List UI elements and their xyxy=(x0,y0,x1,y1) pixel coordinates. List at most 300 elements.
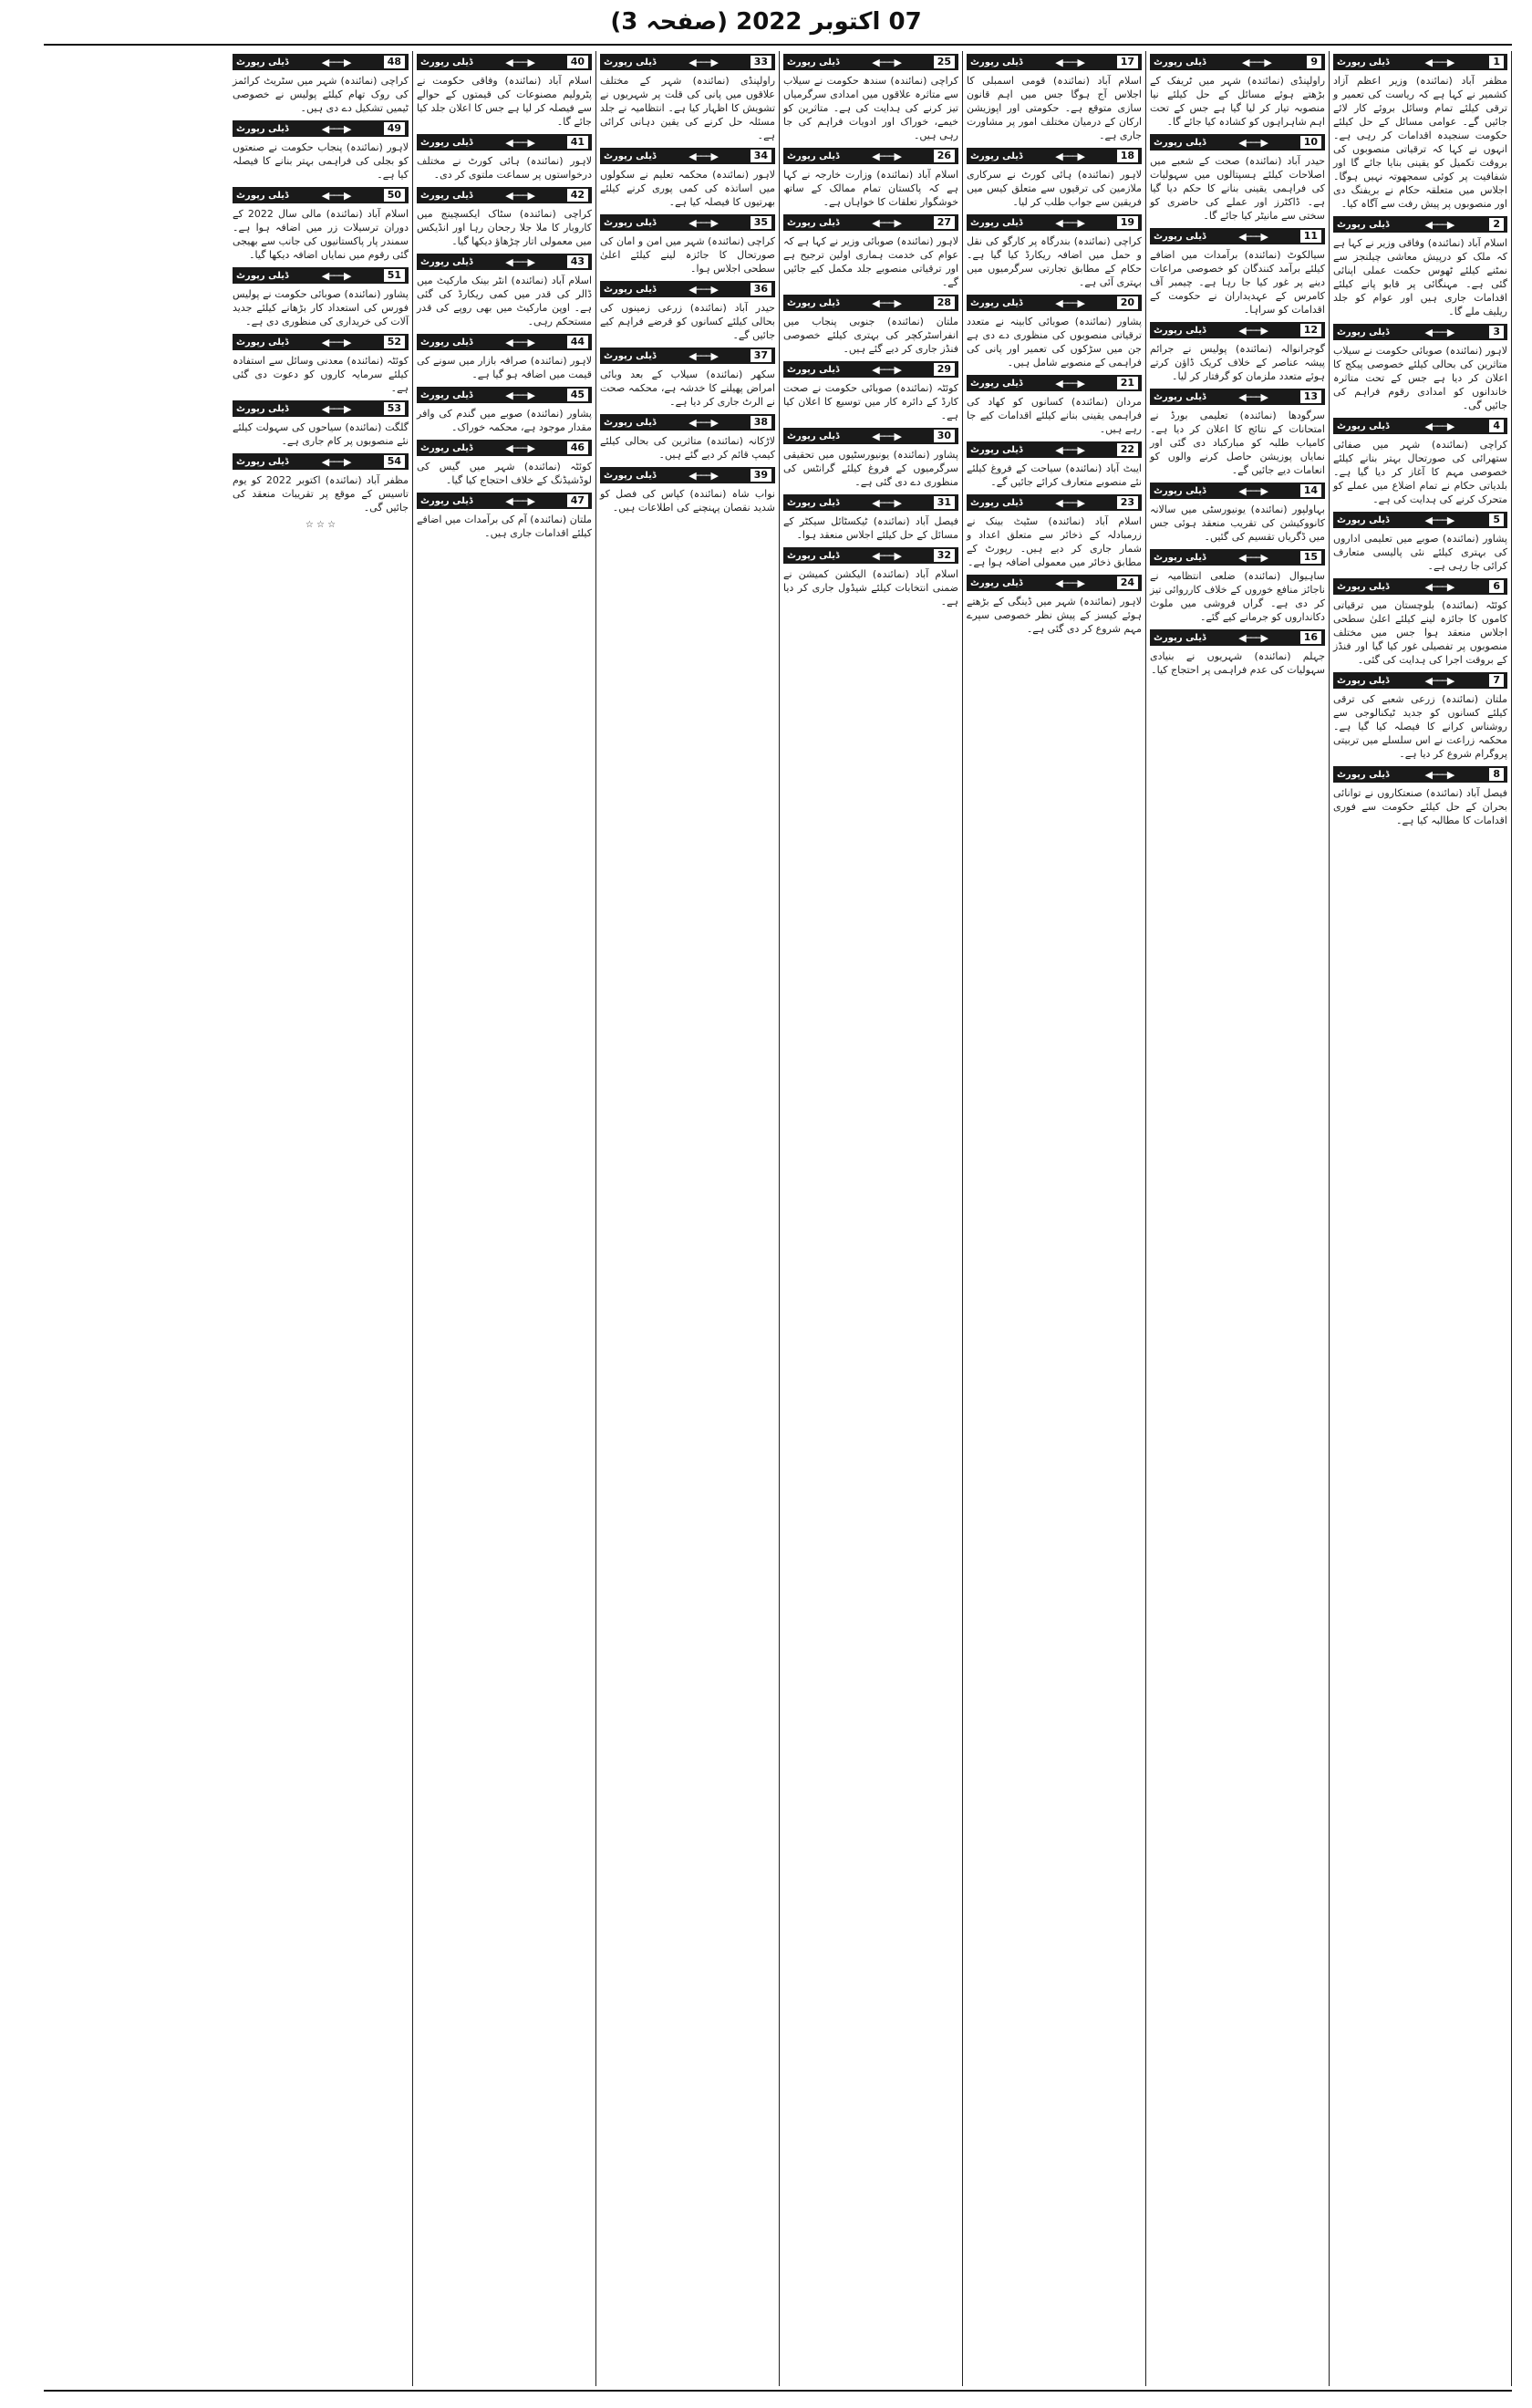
news-item xyxy=(1150,322,1325,383)
double-arrow-icon: ◀───▶ xyxy=(872,296,901,309)
news-item xyxy=(417,54,592,129)
double-arrow-icon: ◀───▶ xyxy=(321,402,351,415)
news-text: اسلام آباد (نمائندہ) مالی سال 2022 کے دوران ترسیلات زر میں اضافہ ہوا ہے۔ سمندر پار پاکستانیوں کی جانب سے بھیجی گئی رقوم میں نمایاں اضافہ دیکھا گیا۔ xyxy=(233,208,409,261)
item-number: 20 xyxy=(1117,296,1138,309)
double-arrow-icon: ◀───▶ xyxy=(688,349,718,362)
news-item xyxy=(233,400,409,448)
news-item xyxy=(783,295,958,356)
news-text: پشاور (نمائندہ) صوبائی کابینہ نے متعدد ترقیاتی منصوبوں کی منظوری دے دی ہے جن میں سڑکوں کی تعمیر اور پانی کی فراہمی کے منصوبے شامل ہیں۔ xyxy=(967,316,1142,368)
double-arrow-icon: ◀───▶ xyxy=(1055,377,1084,389)
item-number-badge xyxy=(600,148,775,164)
news-item xyxy=(1333,216,1507,318)
dateline-label: ڈیلی رپورٹ xyxy=(787,364,840,375)
dateline-label: ڈیلی رپورٹ xyxy=(1154,485,1206,496)
double-arrow-icon: ◀───▶ xyxy=(321,56,351,68)
item-number-badge xyxy=(233,54,409,70)
news-item xyxy=(417,134,592,182)
news-text: ایبٹ آباد (نمائندہ) سیاحت کے فروغ کیلئے نئے منصوبے متعارف کرائے جائیں گے۔ xyxy=(967,462,1142,488)
item-number-badge xyxy=(600,414,775,431)
dateline-label: ڈیلی رپورٹ xyxy=(970,57,1023,67)
news-text: لاہور (نمائندہ) ہائی کورٹ نے سرکاری ملازمین کی ترقیوں سے متعلق کیس میں فریقین سے جواب طلب کر لیا۔ xyxy=(967,169,1142,208)
news-text: پشاور (نمائندہ) یونیورسٹیوں میں تحقیقی سرگرمیوں کے فروغ کیلئے گرانٹس کی منظوری دے دی گئی ہے۔ xyxy=(783,449,958,488)
news-item xyxy=(233,187,409,262)
double-arrow-icon: ◀───▶ xyxy=(688,150,718,162)
double-arrow-icon: ◀───▶ xyxy=(1242,56,1271,68)
news-item xyxy=(1333,418,1507,506)
item-number: 14 xyxy=(1300,484,1321,497)
end-stars: ☆ ☆ ☆ xyxy=(305,520,336,530)
item-number-badge xyxy=(967,575,1142,591)
item-number: 3 xyxy=(1489,326,1504,338)
double-arrow-icon: ◀───▶ xyxy=(688,283,718,296)
item-number: 18 xyxy=(1117,150,1138,162)
dateline-label: ڈیلی رپورٹ xyxy=(970,297,1023,308)
dateline-label: ڈیلی رپورٹ xyxy=(1154,552,1206,563)
double-arrow-icon: ◀───▶ xyxy=(1424,420,1454,432)
item-number-badge xyxy=(783,428,958,444)
item-number: 1 xyxy=(1489,56,1504,68)
item-number-badge xyxy=(967,295,1142,311)
dateline-label: ڈیلی رپورٹ xyxy=(420,337,473,348)
news-text: راولپنڈی (نمائندہ) شہر کے مختلف علاقوں میں پانی کی قلت پر شہریوں نے تشویش کا اظہار کیا ہے۔ انتظامیہ نے جلد مسئلہ حل کرنے کی یقین دہانی کرائی ہے۔ xyxy=(600,75,775,141)
double-arrow-icon: ◀───▶ xyxy=(872,430,901,442)
item-number: 17 xyxy=(1117,56,1138,68)
dateline-label: ڈیلی رپورٹ xyxy=(970,378,1023,389)
dateline-label: ڈیلی رپورٹ xyxy=(604,350,657,361)
news-item xyxy=(600,148,775,209)
news-text: لاہور (نمائندہ) شہر میں ڈینگی کے بڑھتے ہوئے کیسز کے پیش نظر خصوصی سپرے مہم شروع کر دی گئی ہے۔ xyxy=(967,596,1142,635)
item-number-badge xyxy=(967,148,1142,164)
item-number: 28 xyxy=(934,296,955,309)
news-text: لاڑکانہ (نمائندہ) متاثرین کی بحالی کیلئے کیمپ قائم کر دیے گئے ہیں۔ xyxy=(600,435,775,461)
dateline-label: ڈیلی رپورٹ xyxy=(970,577,1023,588)
double-arrow-icon: ◀───▶ xyxy=(321,455,351,468)
news-text: جہلم (نمائندہ) شہریوں نے بنیادی سہولیات کی عدم فراہمی پر احتجاج کیا۔ xyxy=(1150,650,1325,676)
dateline-label: ڈیلی رپورٹ xyxy=(1337,420,1390,431)
news-text: اسلام آباد (نمائندہ) سٹیٹ بینک نے زرمبادلہ کے ذخائر سے متعلق اعداد و شمار جاری کر دیے ہیں۔ رپورٹ کے مطابق ذخائر میں معمولی اضافہ ہوا ہے۔ xyxy=(967,515,1142,568)
item-number-badge xyxy=(783,494,958,511)
news-column xyxy=(962,51,1145,2386)
news-item xyxy=(967,54,1142,142)
item-number: 50 xyxy=(384,189,405,202)
news-text: کوئٹہ (نمائندہ) صوبائی حکومت نے صحت کارڈ کے دائرہ کار میں توسیع کا اعلان کیا ہے۔ xyxy=(783,382,958,421)
news-text: گلگت (نمائندہ) سیاحوں کی سہولت کیلئے نئے منصوبوں پر کام جاری ہے۔ xyxy=(233,421,409,447)
dateline-label: ڈیلی رپورٹ xyxy=(236,403,289,414)
news-item xyxy=(233,120,409,182)
dateline-label: ڈیلی رپورٹ xyxy=(970,150,1023,161)
item-number-badge xyxy=(1333,766,1507,783)
dateline-label: ڈیلی رپورٹ xyxy=(787,297,840,308)
news-item xyxy=(967,214,1142,289)
item-number: 12 xyxy=(1300,324,1321,337)
item-number-badge xyxy=(1150,54,1325,70)
double-arrow-icon: ◀───▶ xyxy=(1238,136,1268,149)
dateline-label: ڈیلی رپورٹ xyxy=(236,57,289,67)
item-number-badge xyxy=(1333,418,1507,434)
dateline-label: ڈیلی رپورٹ xyxy=(604,284,657,295)
news-item xyxy=(417,440,592,487)
item-number-badge xyxy=(967,54,1142,70)
double-arrow-icon: ◀───▶ xyxy=(1424,674,1454,687)
news-text: سرگودھا (نمائندہ) تعلیمی بورڈ نے امتحانات کے نتائج کا اعلان کر دیا ہے۔ کامیاب طلبہ کو مبارکباد دی گئی اور نمایاں پوزیشن حاصل کرنے والوں کو انعامات دیے جائیں گے۔ xyxy=(1150,410,1325,476)
double-arrow-icon: ◀───▶ xyxy=(872,549,901,562)
news-text: کوئٹہ (نمائندہ) بلوچستان میں ترقیاتی کاموں کا جائزہ لینے کیلئے اعلیٰ سطحی اجلاس منعقد ہوا جس میں مختلف منصوبوں پر تفصیلی غور کیا گیا اور فنڈز کے بروقت اجرا کی ہدایت کی گئی۔ xyxy=(1333,599,1507,666)
dateline-label: ڈیلی رپورٹ xyxy=(1154,231,1206,242)
news-text: لاہور (نمائندہ) صوبائی وزیر نے کہا ہے کہ عوام کی خدمت ہماری اولین ترجیح ہے اور ترقیاتی منصوبے جلد مکمل کیے جائیں گے۔ xyxy=(783,235,958,288)
item-number: 27 xyxy=(934,216,955,229)
item-number: 15 xyxy=(1300,551,1321,564)
dateline-label: ڈیلی رپورٹ xyxy=(1337,327,1390,337)
item-number: 25 xyxy=(934,56,955,68)
dateline-label: ڈیلی رپورٹ xyxy=(604,150,657,161)
double-arrow-icon: ◀───▶ xyxy=(1055,296,1084,309)
news-item xyxy=(783,494,958,542)
dateline-label: ڈیلی رپورٹ xyxy=(970,497,1023,508)
item-number-badge xyxy=(417,493,592,509)
news-item xyxy=(1150,54,1325,129)
item-number: 41 xyxy=(567,136,588,149)
item-number-badge xyxy=(783,547,958,564)
item-number: 13 xyxy=(1300,390,1321,403)
news-item xyxy=(967,494,1142,569)
news-text: راولپنڈی (نمائندہ) شہر میں ٹریفک کے بڑھتے ہوئے مسائل کے حل کیلئے نیا منصوبہ تیار کر لیا گیا ہے جس کے تحت اہم شاہراہوں کو کشادہ کیا جائے گا۔ xyxy=(1150,75,1325,128)
item-number-badge xyxy=(417,134,592,150)
item-number-badge xyxy=(1150,228,1325,244)
item-number: 46 xyxy=(567,441,588,454)
item-number-badge xyxy=(1150,322,1325,338)
double-arrow-icon: ◀───▶ xyxy=(1238,324,1268,337)
news-text: کراچی (نمائندہ) شہر میں صفائی ستھرائی کی صورتحال بہتر بنانے کیلئے خصوصی مہم کا آغاز کر دیا گیا ہے۔ بلدیاتی حکام نے تمام اضلاع میں عملے کو متحرک کرنے کی ہدایت کی ہے۔ xyxy=(1333,439,1507,505)
dateline-label: ڈیلی رپورٹ xyxy=(787,431,840,441)
item-number: 23 xyxy=(1117,496,1138,509)
dateline-label: ڈیلی رپورٹ xyxy=(1337,675,1390,686)
news-item xyxy=(233,267,409,328)
item-number: 19 xyxy=(1117,216,1138,229)
double-arrow-icon: ◀───▶ xyxy=(688,416,718,429)
dateline-label: ڈیلی رپورٹ xyxy=(787,550,840,561)
dateline-label: ڈیلی رپورٹ xyxy=(1154,391,1206,402)
news-item xyxy=(1150,228,1325,317)
item-number: 53 xyxy=(384,402,405,415)
news-column xyxy=(229,51,412,2386)
double-arrow-icon: ◀───▶ xyxy=(872,150,901,162)
news-text: لاہور (نمائندہ) محکمہ تعلیم نے سکولوں میں اساتذہ کی کمی پوری کرنے کیلئے بھرتیوں کا فیصلہ کیا ہے۔ xyxy=(600,169,775,208)
item-number-badge xyxy=(417,187,592,203)
news-text: لاہور (نمائندہ) ہائی کورٹ نے مختلف درخواستوں پر سماعت ملتوی کر دی۔ xyxy=(417,155,592,181)
double-arrow-icon: ◀───▶ xyxy=(1055,443,1084,456)
item-number-badge xyxy=(967,494,1142,511)
item-number: 52 xyxy=(384,336,405,348)
news-item xyxy=(600,348,775,409)
double-arrow-icon: ◀───▶ xyxy=(321,189,351,202)
newspaper-page xyxy=(44,51,1512,2386)
dateline-label: ڈیلی رپورٹ xyxy=(1154,632,1206,643)
dateline-label: ڈیلی رپورٹ xyxy=(604,470,657,481)
item-number-badge xyxy=(1150,483,1325,499)
item-number-badge xyxy=(233,334,409,350)
news-text: ملتان (نمائندہ) جنوبی پنجاب میں انفراسٹرکچر کی بہتری کیلئے خصوصی فنڈز جاری کر دیے گئے ہیں۔ xyxy=(783,316,958,355)
dateline-label: ڈیلی رپورٹ xyxy=(1337,514,1390,525)
news-item xyxy=(600,214,775,275)
double-arrow-icon: ◀───▶ xyxy=(505,136,534,149)
news-item xyxy=(783,547,958,608)
double-arrow-icon: ◀───▶ xyxy=(505,336,534,348)
item-number: 34 xyxy=(750,150,771,162)
news-item xyxy=(417,493,592,540)
item-number: 44 xyxy=(567,336,588,348)
dateline-label: ڈیلی رپورٹ xyxy=(1337,57,1390,67)
double-arrow-icon: ◀───▶ xyxy=(1238,390,1268,403)
dateline-label: ڈیلی رپورٹ xyxy=(1154,325,1206,336)
news-text: فیصل آباد (نمائندہ) صنعتکاروں نے توانائی بحران کے حل کیلئے حکومت سے فوری اقدامات کا مطالبہ کیا ہے۔ xyxy=(1333,787,1507,826)
dateline-label: ڈیلی رپورٹ xyxy=(236,123,289,134)
news-text: بہاولپور (نمائندہ) یونیورسٹی میں سالانہ کانووکیشن کی تقریب منعقد ہوئی جس میں ڈگریاں تقسیم کی گئیں۔ xyxy=(1150,503,1325,543)
item-number-badge xyxy=(600,281,775,297)
double-arrow-icon: ◀───▶ xyxy=(321,269,351,282)
dateline-label: ڈیلی رپورٹ xyxy=(236,337,289,348)
news-item xyxy=(1150,389,1325,477)
dateline-label: ڈیلی رپورٹ xyxy=(787,150,840,161)
double-arrow-icon: ◀───▶ xyxy=(1055,576,1084,589)
news-text: اسلام آباد (نمائندہ) وفاقی حکومت نے پٹرولیم مصنوعات کی قیمتوں کے حوالے سے فیصلہ کر لیا ہے جس کا اعلان جلد کیا جائے گا۔ xyxy=(417,75,592,128)
dateline-label: ڈیلی رپورٹ xyxy=(420,137,473,148)
news-text: ملتان (نمائندہ) آم کی برآمدات میں اضافے کیلئے اقدامات جاری ہیں۔ xyxy=(417,514,592,539)
item-number: 6 xyxy=(1489,580,1504,593)
news-text: مردان (نمائندہ) کسانوں کو کھاد کی فراہمی یقینی بنانے کیلئے اقدامات کیے جا رہے ہیں۔ xyxy=(967,396,1142,435)
news-item xyxy=(1333,54,1507,211)
news-item xyxy=(783,361,958,422)
double-arrow-icon: ◀───▶ xyxy=(321,122,351,135)
item-number: 47 xyxy=(567,494,588,507)
dateline-label: ڈیلی رپورٹ xyxy=(236,190,289,201)
double-arrow-icon: ◀───▶ xyxy=(1055,496,1084,509)
news-item xyxy=(967,295,1142,369)
news-item xyxy=(600,281,775,342)
news-text: ساہیوال (نمائندہ) ضلعی انتظامیہ نے ناجائز منافع خوروں کے خلاف کارروائی تیز کر دی ہے۔ گراں فروشی میں ملوث دکانداروں کو جرمانے کیے گئے۔ xyxy=(1150,570,1325,623)
news-text: اسلام آباد (نمائندہ) انٹر بینک مارکیٹ میں ڈالر کی قدر میں کمی ریکارڈ کی گئی ہے۔ اوپن مارکیٹ میں بھی روپے کی قدر مستحکم رہی۔ xyxy=(417,275,592,327)
news-text: اسلام آباد (نمائندہ) وفاقی وزیر نے کہا ہے کہ ملک کو درپیش معاشی چیلنجز سے نمٹنے کیلئے ٹھوس حکمت عملی اپنائی گئی ہے۔ مہنگائی پر قابو پانے کیلئے اقدامات جاری ہیں اور عوام کو جلد ریلیف ملے گا۔ xyxy=(1333,237,1507,317)
item-number-badge xyxy=(233,400,409,417)
news-text: پشاور (نمائندہ) صوبے میں تعلیمی اداروں کی بہتری کیلئے نئی پالیسی متعارف کرائی جا رہی ہے۔ xyxy=(1333,533,1507,572)
item-number: 35 xyxy=(750,216,771,229)
item-number: 22 xyxy=(1117,443,1138,456)
item-number: 24 xyxy=(1117,576,1138,589)
item-number-badge xyxy=(1333,216,1507,233)
double-arrow-icon: ◀───▶ xyxy=(688,216,718,229)
dateline-label: ڈیلی رپورٹ xyxy=(420,442,473,453)
item-number: 54 xyxy=(384,455,405,468)
double-arrow-icon: ◀───▶ xyxy=(1055,150,1084,162)
double-arrow-icon: ◀───▶ xyxy=(505,441,534,454)
dateline-label: ڈیلی رپورٹ xyxy=(420,190,473,201)
item-number: 42 xyxy=(567,189,588,202)
double-arrow-icon: ◀───▶ xyxy=(1238,484,1268,497)
item-number: 36 xyxy=(750,283,771,296)
item-number: 33 xyxy=(750,56,771,68)
news-text: کوئٹہ (نمائندہ) معدنی وسائل سے استفادہ کیلئے سرمایہ کاروں کو دعوت دی گئی ہے۔ xyxy=(233,355,409,394)
double-arrow-icon: ◀───▶ xyxy=(1238,631,1268,644)
item-number-badge xyxy=(417,334,592,350)
dateline-label: ڈیلی رپورٹ xyxy=(236,456,289,467)
item-number-badge xyxy=(1333,578,1507,595)
double-arrow-icon: ◀───▶ xyxy=(1055,56,1084,68)
page-header xyxy=(0,0,1532,44)
news-text: کوئٹہ (نمائندہ) شہر میں گیس کی لوڈشیڈنگ کے خلاف احتجاج کیا گیا۔ xyxy=(417,461,592,486)
dateline-label: ڈیلی رپورٹ xyxy=(420,495,473,506)
news-item xyxy=(417,387,592,434)
item-number-badge xyxy=(1150,134,1325,150)
news-item xyxy=(600,467,775,514)
dateline-label: ڈیلی رپورٹ xyxy=(787,57,840,67)
item-number-badge xyxy=(600,214,775,231)
news-text: لاہور (نمائندہ) صوبائی حکومت نے سیلاب متاثرین کی بحالی کیلئے خصوصی پیکج کا اعلان کر دیا ہے جس کے تحت متاثرہ خاندانوں کو امدادی رقوم فراہم کی جائیں گی۔ xyxy=(1333,345,1507,411)
item-number-badge xyxy=(600,467,775,483)
item-number-badge xyxy=(783,54,958,70)
item-number: 11 xyxy=(1300,230,1321,243)
news-item xyxy=(1150,483,1325,544)
news-text: پشاور (نمائندہ) صوبائی حکومت نے پولیس فورس کی استعداد کار بڑھانے کیلئے جدید آلات کی خریداری کی منظوری دی ہے۔ xyxy=(233,288,409,327)
news-item xyxy=(1333,578,1507,667)
item-number-badge xyxy=(1333,512,1507,528)
item-number-badge xyxy=(417,254,592,270)
double-arrow-icon: ◀───▶ xyxy=(1238,230,1268,243)
news-item xyxy=(783,54,958,142)
item-number-badge xyxy=(783,295,958,311)
news-text: مظفر آباد (نمائندہ) اکتوبر 2022 کو یوم تاسیس کے موقع پر تقریبات منعقد کی جائیں گی۔ xyxy=(233,474,409,514)
news-column xyxy=(595,51,779,2386)
item-number-badge xyxy=(1333,54,1507,70)
double-arrow-icon: ◀───▶ xyxy=(872,56,901,68)
dateline-label: ڈیلی رپورٹ xyxy=(604,57,657,67)
dateline-label: ڈیلی رپورٹ xyxy=(1154,57,1206,67)
item-number-badge xyxy=(1333,324,1507,340)
item-number-badge xyxy=(1150,629,1325,646)
dateline-label: ڈیلی رپورٹ xyxy=(970,444,1023,455)
item-number: 30 xyxy=(934,430,955,442)
item-number: 49 xyxy=(384,122,405,135)
item-number-badge xyxy=(233,267,409,284)
news-text: کراچی (نمائندہ) شہر میں امن و امان کی صورتحال کا جائزہ لینے کیلئے اعلیٰ سطحی اجلاس ہوا۔ xyxy=(600,235,775,275)
item-number-badge xyxy=(600,54,775,70)
double-arrow-icon: ◀───▶ xyxy=(505,255,534,268)
news-item xyxy=(417,187,592,248)
news-text: نواب شاہ (نمائندہ) کپاس کی فصل کو شدید نقصان پہنچنے کی اطلاعات ہیں۔ xyxy=(600,488,775,514)
news-column xyxy=(1145,51,1329,2386)
news-text: سکھر (نمائندہ) سیلاب کے بعد وبائی امراض پھیلنے کا خدشہ ہے، محکمہ صحت نے الرٹ جاری کر دیا ہے۔ xyxy=(600,368,775,408)
news-item xyxy=(417,334,592,381)
news-item xyxy=(967,148,1142,209)
header-rule xyxy=(44,44,1512,46)
item-number: 9 xyxy=(1307,56,1321,68)
news-text: کراچی (نمائندہ) سندھ حکومت نے سیلاب سے متاثرہ علاقوں میں امدادی سرگرمیاں تیز کرنے کی ہدایت کی ہے۔ متاثرین کو خیمے، خوراک اور ادویات فراہم کی جا رہی ہیں۔ xyxy=(783,75,958,141)
news-item xyxy=(1333,512,1507,573)
double-arrow-icon: ◀───▶ xyxy=(1424,514,1454,526)
news-item xyxy=(1333,672,1507,761)
item-number-badge xyxy=(417,54,592,70)
news-text: کراچی (نمائندہ) بندرگاہ پر کارگو کی نقل و حمل میں اضافہ ریکارڈ کیا گیا ہے۔ حکام کے مطابق تجارتی سرگرمیوں میں بہتری آئی ہے۔ xyxy=(967,235,1142,288)
news-text: فیصل آباد (نمائندہ) ٹیکسٹائل سیکٹر کے مسائل کے حل کیلئے اجلاس منعقد ہوا۔ xyxy=(783,515,958,541)
item-number-badge xyxy=(233,453,409,470)
item-number-badge xyxy=(1150,549,1325,566)
news-column xyxy=(1329,51,1512,2386)
item-number-badge xyxy=(417,387,592,403)
news-text: لاہور (نمائندہ) پنجاب حکومت نے صنعتوں کو بجلی کی فراہمی بہتر بنانے کا فیصلہ کیا ہے۔ xyxy=(233,141,409,181)
double-arrow-icon: ◀───▶ xyxy=(1238,551,1268,564)
item-number: 40 xyxy=(567,56,588,68)
news-text: کراچی (نمائندہ) سٹاک ایکسچینج میں کاروبار کا ملا جلا رجحان رہا اور انڈیکس میں معمولی اتار چڑھاؤ دیکھا گیا۔ xyxy=(417,208,592,247)
news-text: لاہور (نمائندہ) صرافہ بازار میں سونے کی قیمت میں اضافہ ہو گیا ہے۔ xyxy=(417,355,592,380)
item-number: 10 xyxy=(1300,136,1321,149)
news-text: حیدر آباد (نمائندہ) صحت کے شعبے میں اصلاحات کیلئے ہسپتالوں میں سہولیات کی فراہمی یقینی بنانے کا حکم دیا گیا ہے۔ ڈاکٹرز اور عملے کی حاضری کو سختی سے مانیٹر کیا جائے گا۔ xyxy=(1150,155,1325,222)
news-text: اسلام آباد (نمائندہ) وزارت خارجہ نے کہا ہے کہ پاکستان تمام ممالک کے ساتھ خوشگوار تعلقات کا خواہاں ہے۔ xyxy=(783,169,958,208)
dateline-label: ڈیلی رپورٹ xyxy=(420,57,473,67)
item-number: 8 xyxy=(1489,768,1504,781)
item-number: 38 xyxy=(750,416,771,429)
item-number: 32 xyxy=(934,549,955,562)
item-number: 31 xyxy=(934,496,955,509)
news-item xyxy=(417,254,592,328)
footer-rule xyxy=(44,2390,1512,2392)
item-number: 37 xyxy=(750,349,771,362)
dateline-label: ڈیلی رپورٹ xyxy=(236,270,289,281)
dateline-label: ڈیلی رپورٹ xyxy=(1337,581,1390,592)
dateline-label: ڈیلی رپورٹ xyxy=(970,217,1023,228)
dateline-label: ڈیلی رپورٹ xyxy=(1154,137,1206,148)
item-number: 51 xyxy=(384,269,405,282)
item-number-badge xyxy=(417,440,592,456)
news-item xyxy=(783,148,958,209)
item-number-badge xyxy=(600,348,775,364)
news-text: پشاور (نمائندہ) صوبے میں گندم کی وافر مقدار موجود ہے، محکمہ خوراک۔ xyxy=(417,408,592,433)
dateline-label: ڈیلی رپورٹ xyxy=(787,217,840,228)
news-item xyxy=(233,334,409,395)
news-item xyxy=(967,375,1142,436)
news-column xyxy=(779,51,962,2386)
dateline-label: ڈیلی رپورٹ xyxy=(420,256,473,267)
item-number: 45 xyxy=(567,389,588,401)
item-number-badge xyxy=(233,187,409,203)
double-arrow-icon: ◀───▶ xyxy=(872,216,901,229)
double-arrow-icon: ◀───▶ xyxy=(321,336,351,348)
item-number: 2 xyxy=(1489,218,1504,231)
news-item xyxy=(1150,629,1325,677)
dateline-label: ڈیلی رپورٹ xyxy=(1337,769,1390,780)
news-item xyxy=(600,414,775,462)
item-number-badge xyxy=(783,214,958,231)
news-item xyxy=(233,54,409,115)
news-text: سیالکوٹ (نمائندہ) برآمدات میں اضافے کیلئے برآمد کنندگان کو خصوصی مراعات دینے پر غور کیا جا رہا ہے۔ چیمبر آف کامرس کے عہدیداران نے حکومت کے اقدامات کو سراہا۔ xyxy=(1150,249,1325,316)
double-arrow-icon: ◀───▶ xyxy=(1424,580,1454,593)
item-number: 4 xyxy=(1489,420,1504,432)
double-arrow-icon: ◀───▶ xyxy=(1424,56,1454,68)
dateline-label: ڈیلی رپورٹ xyxy=(787,497,840,508)
news-text: کراچی (نمائندہ) شہر میں سٹریٹ کرائمز کی روک تھام کیلئے پولیس نے خصوصی ٹیمیں تشکیل دے دی ہیں۔ xyxy=(233,75,409,114)
item-number: 16 xyxy=(1300,631,1321,644)
item-number: 7 xyxy=(1489,674,1504,687)
dateline-label: ڈیلی رپورٹ xyxy=(1337,219,1390,230)
double-arrow-icon: ◀───▶ xyxy=(688,469,718,482)
news-item xyxy=(1150,549,1325,624)
double-arrow-icon: ◀───▶ xyxy=(1424,768,1454,781)
news-item xyxy=(783,214,958,289)
dateline-label: ڈیلی رپورٹ xyxy=(604,217,657,228)
dateline-label: ڈیلی رپورٹ xyxy=(420,389,473,400)
news-item xyxy=(1333,324,1507,412)
news-text: اسلام آباد (نمائندہ) الیکشن کمیشن نے ضمنی انتخابات کیلئے شیڈول جاری کر دیا ہے۔ xyxy=(783,568,958,607)
double-arrow-icon: ◀───▶ xyxy=(688,56,718,68)
news-item xyxy=(783,428,958,489)
news-item xyxy=(1150,134,1325,223)
